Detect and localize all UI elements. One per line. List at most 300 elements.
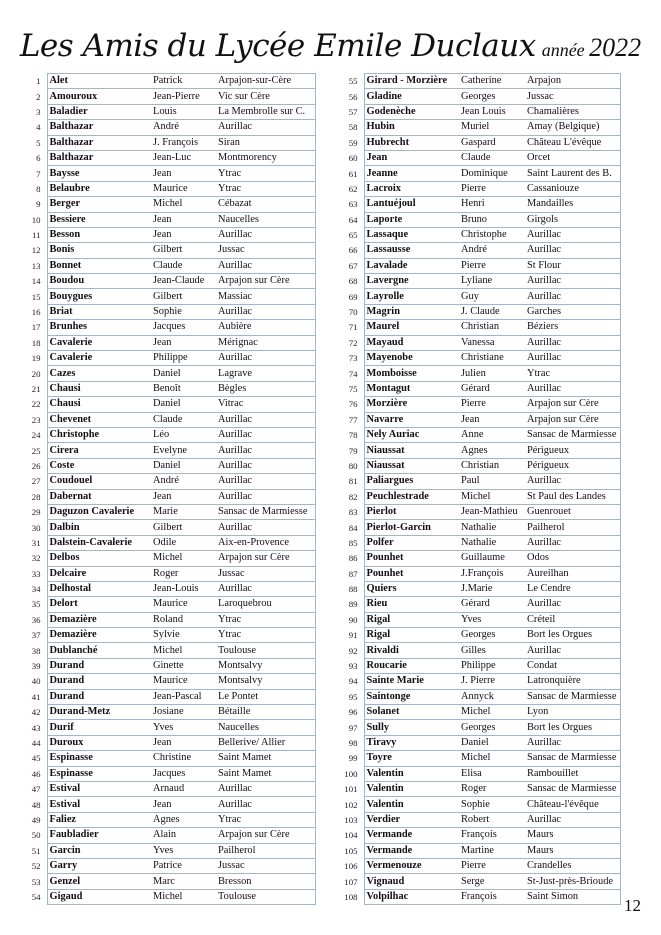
table-row <box>335 335 620 350</box>
table-row <box>18 551 315 566</box>
row-number: 79 <box>348 445 358 456</box>
member-surname: Balthazar <box>47 150 151 165</box>
member-firstname: Alain <box>151 828 216 843</box>
member-firstname: Marc <box>151 874 216 889</box>
table-row <box>335 751 620 766</box>
row-number: 100 <box>344 768 358 779</box>
member-surname: Demazière <box>47 612 151 627</box>
member-city: Girgols <box>525 212 620 227</box>
table-row <box>335 427 620 442</box>
row-number: 108 <box>344 891 358 902</box>
row-number: 72 <box>348 337 358 348</box>
member-firstname: Jean <box>459 412 525 427</box>
member-surname: Jean <box>364 150 459 165</box>
table-row <box>18 289 315 304</box>
table-row <box>335 320 620 335</box>
row-number: 33 <box>31 568 41 579</box>
row-number: 25 <box>31 445 41 456</box>
row-number: 103 <box>344 814 358 825</box>
member-surname: Pierlot-Garcin <box>364 520 459 535</box>
table-row <box>18 458 315 473</box>
member-surname: Godenèche <box>364 104 459 119</box>
table-row <box>18 643 315 658</box>
table-row <box>18 381 315 396</box>
row-number: 39 <box>31 661 41 672</box>
member-firstname: Yves <box>151 843 216 858</box>
member-firstname: Jean-Mathieu <box>459 504 525 519</box>
member-city: Bègles <box>216 381 315 396</box>
member-firstname: Pierre <box>459 397 525 412</box>
row-number: 95 <box>348 691 358 702</box>
member-city: Massiac <box>216 289 315 304</box>
row-number: 42 <box>31 707 41 718</box>
member-firstname: Pierre <box>459 258 525 273</box>
row-number: 18 <box>31 337 41 348</box>
table-row <box>18 581 315 596</box>
member-city: Pailherol <box>216 843 315 858</box>
member-firstname: Jean-Louis <box>151 581 216 596</box>
member-city: Aureilhan <box>525 566 620 581</box>
row-number: 106 <box>344 861 358 872</box>
row-number: 21 <box>31 384 41 394</box>
member-firstname: Philippe <box>459 658 525 673</box>
member-firstname: Guy <box>459 289 525 304</box>
member-firstname: J. Pierre <box>459 674 525 689</box>
member-surname: Durand <box>47 658 151 673</box>
member-firstname: Roland <box>151 612 216 627</box>
row-number: 86 <box>348 553 358 564</box>
table-row <box>335 120 620 135</box>
member-firstname: Catherine <box>459 74 525 89</box>
member-firstname: Patrick <box>151 74 216 89</box>
row-number: 61 <box>348 168 358 179</box>
member-surname: Lacroix <box>364 181 459 196</box>
member-city: Aurillac <box>525 643 620 658</box>
member-city: Aubière <box>216 320 315 335</box>
row-number: 27 <box>31 476 41 487</box>
table-row <box>335 197 620 212</box>
member-firstname: Gilbert <box>151 289 216 304</box>
member-city: Arpajon sur Cère <box>216 274 315 289</box>
row-number: 5 <box>36 137 41 148</box>
member-surname: Garry <box>47 858 151 873</box>
table-row <box>335 705 620 720</box>
member-surname: Durand <box>47 674 151 689</box>
member-firstname: Daniel <box>151 458 216 473</box>
table-row <box>18 166 315 181</box>
table-row <box>335 812 620 827</box>
row-number: 10 <box>31 214 41 225</box>
member-surname: Paliargues <box>364 474 459 489</box>
table-row <box>18 766 315 781</box>
table-row <box>18 104 315 119</box>
member-firstname: Jean <box>151 227 216 242</box>
member-city: Aurillac <box>216 489 315 504</box>
member-city: La Membrolle sur C. <box>216 104 315 119</box>
row-number: 53 <box>31 876 41 887</box>
table-row <box>18 443 315 458</box>
member-firstname: Daniel <box>151 397 216 412</box>
row-number: 51 <box>31 845 41 856</box>
row-number: 85 <box>348 537 358 548</box>
table-row <box>335 212 620 227</box>
member-surname: Berger <box>47 197 151 212</box>
row-number: 20 <box>31 368 41 379</box>
member-firstname: Muriel <box>459 120 525 135</box>
row-number: 58 <box>348 122 358 133</box>
member-city: Le Pontet <box>216 689 315 704</box>
member-city: Aurillac <box>525 381 620 396</box>
member-city: Bort les Orgues <box>525 720 620 735</box>
member-firstname: Louis <box>151 104 216 119</box>
table-row <box>335 135 620 150</box>
row-number: 36 <box>31 614 41 625</box>
member-firstname: André <box>151 474 216 489</box>
member-city: Siran <box>216 135 315 150</box>
member-surname: Genzel <box>47 874 151 889</box>
row-number: 44 <box>31 737 41 748</box>
member-firstname: Michel <box>151 889 216 904</box>
table-row <box>18 658 315 673</box>
row-number: 31 <box>31 537 41 548</box>
member-firstname: Odile <box>151 535 216 550</box>
member-firstname: Claude <box>151 258 216 273</box>
row-number: 55 <box>348 76 358 87</box>
table-row <box>335 504 620 519</box>
member-surname: Chevenet <box>47 412 151 427</box>
member-city: Arpajon-sur-Cère <box>216 74 315 89</box>
member-surname: Layrolle <box>364 289 459 304</box>
row-number: 67 <box>348 260 358 271</box>
member-city: Laroquebrou <box>216 597 315 612</box>
row-number: 2 <box>36 91 41 102</box>
member-surname: Gladine <box>364 89 459 104</box>
table-row <box>18 320 315 335</box>
year-value: 2022 <box>589 33 642 62</box>
member-city: Guenrouet <box>525 504 620 519</box>
member-surname: Baladier <box>47 104 151 119</box>
row-number: 4 <box>36 122 41 133</box>
member-surname: Rigal <box>364 612 459 627</box>
table-row <box>18 181 315 196</box>
table-row <box>335 166 620 181</box>
member-city: Ytrac <box>216 812 315 827</box>
member-firstname: Nathalie <box>459 520 525 535</box>
table-row <box>335 520 620 535</box>
member-surname: Cirera <box>47 443 151 458</box>
table-row <box>18 120 315 135</box>
member-city: Montsalvy <box>216 674 315 689</box>
table-row <box>18 427 315 442</box>
member-city: Aurillac <box>216 412 315 427</box>
row-number: 1 <box>36 76 41 87</box>
member-firstname: Paul <box>459 474 525 489</box>
member-surname: Garcin <box>47 843 151 858</box>
table-row <box>335 843 620 858</box>
member-city: Toulouse <box>216 643 315 658</box>
member-surname: Niaussat <box>364 443 459 458</box>
table-row <box>335 474 620 489</box>
member-surname: Estival <box>47 781 151 796</box>
table-row <box>18 335 315 350</box>
row-number: 43 <box>31 722 41 733</box>
member-surname: Vignaud <box>364 874 459 889</box>
member-firstname: André <box>459 243 525 258</box>
table-row <box>18 520 315 535</box>
member-city: Sansac de Marmiesse <box>216 504 315 519</box>
member-surname: Christophe <box>47 427 151 442</box>
member-surname: Bonis <box>47 243 151 258</box>
member-surname: Durif <box>47 720 151 735</box>
member-city: Aurillac <box>525 274 620 289</box>
member-city: Ytrac <box>216 166 315 181</box>
member-city: Aurillac <box>525 335 620 350</box>
table-row <box>18 135 315 150</box>
table-row <box>335 720 620 735</box>
member-surname: Mayaud <box>364 335 459 350</box>
row-number: 98 <box>348 737 358 748</box>
table-row <box>335 458 620 473</box>
table-row <box>18 412 315 427</box>
member-city: Ytrac <box>216 181 315 196</box>
row-number: 22 <box>31 399 41 410</box>
member-surname: Boudou <box>47 274 151 289</box>
member-surname: Espinasse <box>47 766 151 781</box>
member-surname: Mayenobe <box>364 351 459 366</box>
table-row <box>335 289 620 304</box>
member-firstname: Roger <box>459 781 525 796</box>
member-firstname: Maurice <box>151 181 216 196</box>
member-firstname: Michel <box>151 551 216 566</box>
row-number: 16 <box>31 307 41 318</box>
row-number: 9 <box>36 199 41 210</box>
member-firstname: Martine <box>459 843 525 858</box>
table-row <box>18 504 315 519</box>
row-number: 37 <box>31 630 41 641</box>
table-row <box>335 397 620 412</box>
row-number: 23 <box>31 414 41 425</box>
table-row <box>335 89 620 104</box>
member-firstname: Pierre <box>459 181 525 196</box>
member-city: Aurillac <box>216 304 315 319</box>
member-city: Condat <box>525 658 620 673</box>
member-surname: Verdier <box>364 812 459 827</box>
member-firstname: Jean Louis <box>459 104 525 119</box>
table-row <box>18 212 315 227</box>
member-surname: Vermande <box>364 843 459 858</box>
member-firstname: Georges <box>459 89 525 104</box>
member-city: Mérignac <box>216 335 315 350</box>
member-surname: Faubladier <box>47 828 151 843</box>
member-city: Crandelles <box>525 858 620 873</box>
table-row <box>18 720 315 735</box>
member-surname: Solanet <box>364 705 459 720</box>
member-firstname: Jean <box>151 335 216 350</box>
row-number: 99 <box>348 753 358 764</box>
member-firstname: J. François <box>151 135 216 150</box>
member-surname: Vermenouze <box>364 858 459 873</box>
member-surname: Coudouel <box>47 474 151 489</box>
row-number: 80 <box>348 460 358 471</box>
row-number: 91 <box>348 630 358 641</box>
member-firstname: Evelyne <box>151 443 216 458</box>
member-city: Aurillac <box>216 781 315 796</box>
member-city: Périgueux <box>525 458 620 473</box>
member-city: Saint Simon <box>525 889 620 904</box>
member-city: Montsalvy <box>216 658 315 673</box>
row-number: 32 <box>31 553 41 564</box>
row-number: 8 <box>36 183 41 194</box>
row-number: 81 <box>348 476 358 487</box>
member-firstname: Michel <box>459 751 525 766</box>
table-row <box>18 89 315 104</box>
table-row <box>335 612 620 627</box>
table-row <box>335 551 620 566</box>
member-city: Aurillac <box>525 351 620 366</box>
member-surname: Jeanne <box>364 166 459 181</box>
member-firstname: Sophie <box>151 304 216 319</box>
table-row <box>335 797 620 812</box>
table-row <box>18 705 315 720</box>
row-number: 66 <box>348 245 358 256</box>
member-surname: Estival <box>47 797 151 812</box>
member-surname: Cavalerie <box>47 335 151 350</box>
table-row <box>335 597 620 612</box>
member-city: Orcet <box>525 150 620 165</box>
table-row <box>335 74 620 89</box>
table-row <box>18 889 315 904</box>
table-row <box>335 366 620 381</box>
row-number: 93 <box>348 661 358 672</box>
member-city: Vitrac <box>216 397 315 412</box>
member-firstname: Elisa <box>459 766 525 781</box>
member-surname: Duroux <box>47 735 151 750</box>
table-row <box>18 489 315 504</box>
member-surname: Delort <box>47 597 151 612</box>
row-number: 74 <box>348 368 358 379</box>
row-number: 59 <box>348 137 358 148</box>
member-firstname: Sophie <box>459 797 525 812</box>
member-surname: Durand <box>47 689 151 704</box>
member-city: Aurillac <box>216 443 315 458</box>
member-city: Aurillac <box>525 535 620 550</box>
member-surname: Durand-Metz <box>47 705 151 720</box>
member-city: Sansac de Marmiesse <box>525 781 620 796</box>
row-number: 52 <box>31 861 41 872</box>
table-row <box>18 535 315 550</box>
table-row <box>18 243 315 258</box>
member-city: Lagrave <box>216 366 315 381</box>
member-surname: Nely Auriac <box>364 427 459 442</box>
row-number: 73 <box>348 353 358 364</box>
page-title <box>0 28 661 64</box>
member-city: Aurillac <box>525 243 620 258</box>
table-row <box>18 843 315 858</box>
member-firstname: Henri <box>459 197 525 212</box>
member-firstname: Yves <box>459 612 525 627</box>
member-surname: Lassaque <box>364 227 459 242</box>
table-row <box>335 227 620 242</box>
row-number: 105 <box>344 845 358 856</box>
row-number: 69 <box>348 291 358 302</box>
row-number: 76 <box>348 399 358 410</box>
row-number: 88 <box>348 584 358 595</box>
title-year <box>541 33 642 62</box>
member-surname: Laporte <box>364 212 459 227</box>
row-number: 87 <box>348 568 358 579</box>
member-city: Vic sur Cère <box>216 89 315 104</box>
row-number: 75 <box>348 384 358 394</box>
table-row <box>335 181 620 196</box>
member-firstname: François <box>459 889 525 904</box>
table-row <box>18 674 315 689</box>
member-city: Aurillac <box>525 289 620 304</box>
member-surname: Rigal <box>364 628 459 643</box>
table-row <box>18 612 315 627</box>
member-surname: Valentin <box>364 781 459 796</box>
row-number: 46 <box>31 768 41 779</box>
member-firstname: Guillaume <box>459 551 525 566</box>
member-firstname: Michel <box>151 643 216 658</box>
member-firstname: Michel <box>151 197 216 212</box>
row-number: 102 <box>344 799 358 810</box>
row-number: 90 <box>348 614 358 625</box>
row-number: 30 <box>31 522 41 533</box>
row-number: 63 <box>348 199 358 210</box>
member-surname: Balthazar <box>47 120 151 135</box>
member-surname: Coste <box>47 458 151 473</box>
row-number: 14 <box>31 276 41 287</box>
member-firstname: Jean-Luc <box>151 150 216 165</box>
member-surname: Dabernat <box>47 489 151 504</box>
member-city: Montmorency <box>216 150 315 165</box>
member-firstname: Georges <box>459 628 525 643</box>
member-firstname: Gilles <box>459 643 525 658</box>
member-firstname: Claude <box>459 150 525 165</box>
member-city: Jussac <box>216 858 315 873</box>
member-city: Bellerive/ Allier <box>216 735 315 750</box>
row-number: 12 <box>31 245 41 256</box>
row-number: 49 <box>31 814 41 825</box>
member-surname: Polfer <box>364 535 459 550</box>
members-table-left <box>18 73 316 905</box>
member-surname: Lassausse <box>364 243 459 258</box>
member-firstname: Jacques <box>151 766 216 781</box>
member-city: Jussac <box>216 243 315 258</box>
table-row <box>335 643 620 658</box>
member-city: Bresson <box>216 874 315 889</box>
member-city: Cébazat <box>216 197 315 212</box>
table-row <box>18 628 315 643</box>
member-city: Arpajon sur Cère <box>216 551 315 566</box>
member-surname: Rieu <box>364 597 459 612</box>
member-city: Sansac de Marmiesse <box>525 427 620 442</box>
row-number: 38 <box>31 645 41 656</box>
row-number: 60 <box>348 153 358 164</box>
member-surname: Tiravy <box>364 735 459 750</box>
member-surname: Toyre <box>364 751 459 766</box>
member-city: Aurillac <box>216 458 315 473</box>
member-firstname: Michel <box>459 489 525 504</box>
member-firstname: Claude <box>151 412 216 427</box>
member-surname: Bouygues <box>47 289 151 304</box>
member-firstname: Agnes <box>459 443 525 458</box>
member-surname: Baysse <box>47 166 151 181</box>
row-number: 65 <box>348 230 358 241</box>
member-city: Arpajon sur Cère <box>525 397 620 412</box>
member-firstname: Gilbert <box>151 520 216 535</box>
member-city: Arpajon sur Cère <box>216 828 315 843</box>
